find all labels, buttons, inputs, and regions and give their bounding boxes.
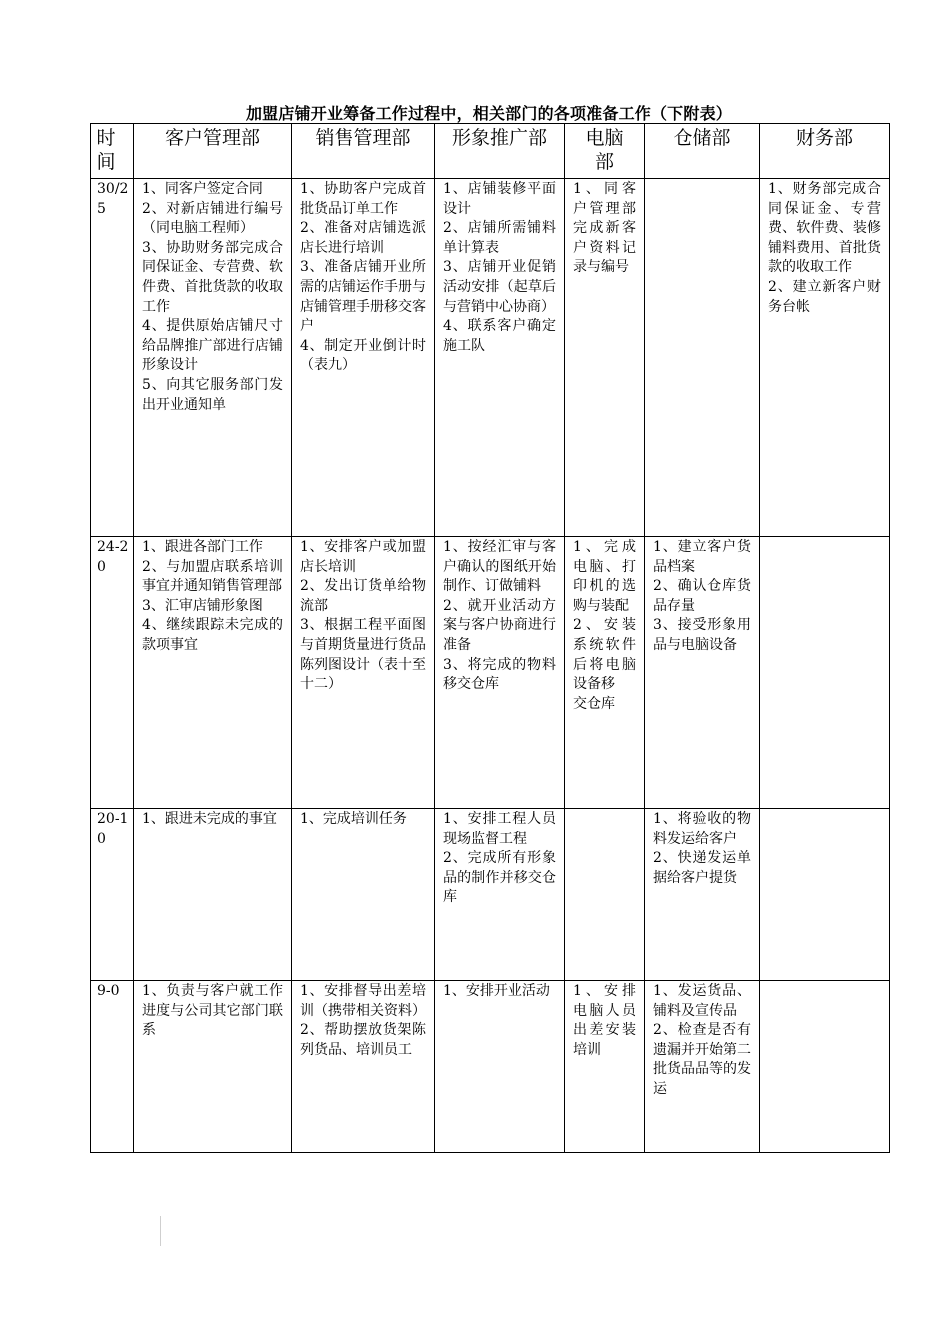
task-item: 2、建立新客户财务台帐 [768, 278, 881, 315]
task-item: 4、提供原始店铺尺寸给品牌推广部进行店铺形象设计 [142, 318, 283, 374]
task-item: 1、发运货品、铺料及宣传品 [653, 983, 751, 1019]
sales-dept-cell [292, 809, 435, 981]
task-item: 1、完成培训任务 [300, 811, 407, 827]
task-item: 2、对新店铺进行编号（同电脑工程师） [142, 200, 283, 237]
task-item: 1、建立客户货品档案 [653, 539, 751, 575]
task-item: 2、准备对店铺选派店长进行培训 [300, 220, 426, 256]
table-row [91, 981, 890, 1153]
task-item: 4、制定开业倒计时（表九） [300, 337, 426, 374]
promotion-dept-cell [435, 981, 565, 1153]
task-item: 2、店铺所需铺料单计算表 [443, 220, 556, 256]
header-sales-dept: 销售管理部 [292, 124, 435, 179]
task-item: 1、将验收的物料发运给客户 [653, 811, 751, 847]
it-dept-cell [565, 537, 645, 809]
it-dept-cell [565, 179, 645, 537]
time-cell: 9-0 [91, 981, 134, 1153]
it-dept-cell [565, 809, 645, 981]
warehouse-dept-cell [645, 537, 760, 809]
header-promotion-dept: 形象推广部 [435, 124, 565, 179]
customer-dept-cell [134, 981, 292, 1153]
task-item: 3、店铺开业促销活动安排（起草后与营销中心协商） [443, 259, 556, 315]
task-item: 2、发出订货单给物流部 [300, 578, 426, 614]
task-item: 1、跟进未完成的事宜 [142, 811, 277, 827]
task-item: 3、协助财务部完成合同保证金、专营费、软件费、首批货款的收取工作 [142, 239, 283, 315]
task-item: 1、店铺装修平面设计 [443, 181, 556, 217]
customer-dept-cell [134, 179, 292, 537]
customer-dept-cell [134, 809, 292, 981]
task-item: 2、就开业活动方案与客户协商进行准备 [443, 597, 556, 653]
sales-dept-cell [292, 981, 435, 1153]
time-cell: 20-10 [91, 809, 134, 981]
warehouse-dept-cell [645, 809, 760, 981]
page-title: 加盟店铺开业筹备工作过程中，相关部门的各项准备工作（下附表） [245, 104, 732, 123]
task-item: 1、负责与客户就工作进度与公司其它部门联系 [142, 983, 283, 1039]
task-item: 4、联系客户确定施工队 [443, 318, 556, 354]
finance-dept-cell [760, 537, 890, 809]
warehouse-dept-cell [645, 981, 760, 1153]
task-item: 3、将完成的物料移交仓库 [443, 656, 556, 693]
header-it-dept: 电脑部 [565, 124, 645, 179]
promotion-dept-cell [435, 809, 565, 981]
task-item: 2、完成所有形象品的制作并移交仓库 [443, 850, 556, 906]
task-item: 2、快递发运单据给客户提货 [653, 850, 751, 886]
promotion-dept-cell [435, 179, 565, 537]
table-row [91, 179, 890, 537]
task-item: 2、帮助摆放货架陈列货品、培训员工 [300, 1022, 426, 1058]
task-item: 1、安排督导出差培训（携带相关资料） [300, 983, 426, 1019]
task-item: 1、按经汇审与客户确认的图纸开始制作、订做铺料 [443, 539, 556, 595]
task-item: 1、完成电脑、打印机的选购与装配 [573, 539, 636, 614]
time-cell: 30/25 [91, 179, 134, 537]
table-row [91, 809, 890, 981]
task-item: 3、接受形象用品与电脑设备 [653, 617, 751, 653]
customer-dept-cell [134, 537, 292, 809]
finance-dept-cell [760, 981, 890, 1153]
header-row [91, 124, 890, 179]
task-item: 3、根据工程平面图与首期货量进行货品陈列图设计（表十至十二） [300, 617, 426, 693]
task-item: 1、协助客户完成首批货品订单工作 [300, 181, 426, 217]
task-item: 1、安排工程人员现场监督工程 [443, 811, 556, 847]
finance-dept-cell [760, 179, 890, 537]
task-item: 1、同客户管理部完成新客户资料记录与编号 [573, 181, 636, 276]
table-row [91, 537, 890, 809]
task-item: 1、跟进各部门工作 [142, 539, 263, 555]
header-warehouse-dept: 仓储部 [645, 124, 760, 179]
task-item: 5、向其它服务部门发出开业通知单 [142, 376, 283, 413]
task-item: 交仓库 [573, 695, 615, 712]
preparation-table [90, 123, 890, 1153]
warehouse-dept-cell [645, 179, 760, 537]
task-item: 2、安装系统软件后将电脑设备移 [573, 617, 636, 693]
task-item: 1、安排开业活动 [443, 983, 550, 999]
task-item: 3、准备店铺开业所需的店铺运作手册与店铺管理手册移交客户 [300, 259, 426, 335]
header-finance-dept: 财务部 [760, 124, 890, 179]
task-item: 3、汇审店铺形象图 [142, 597, 263, 614]
sales-dept-cell [292, 179, 435, 537]
it-dept-cell [565, 981, 645, 1153]
task-item: 1、财务部完成合同保证金、专营费、软件费、装修铺料费用、首批货款的收取工作 [768, 181, 881, 276]
finance-dept-cell [760, 809, 890, 981]
margin-marker [160, 1216, 161, 1246]
header-customer-dept: 客户管理部 [134, 124, 292, 179]
task-item: 4、继续跟踪未完成的款项事宜 [142, 617, 283, 653]
task-item: 1、安排客户或加盟店长培训 [300, 539, 426, 575]
task-item: 2、检查是否有遗漏并开始第二批货品品等的发运 [653, 1022, 751, 1097]
promotion-dept-cell [435, 537, 565, 809]
task-item: 1、安排电脑人员出差安装培训 [573, 983, 636, 1058]
header-time: 时间 [91, 124, 134, 179]
time-cell: 24-20 [91, 537, 134, 809]
task-item: 1、同客户签定合同 [142, 181, 263, 197]
task-item: 2、与加盟店联系培训事宜并通知销售管理部 [142, 558, 283, 595]
task-item: 2、确认仓库货品存量 [653, 578, 751, 614]
sales-dept-cell [292, 537, 435, 809]
